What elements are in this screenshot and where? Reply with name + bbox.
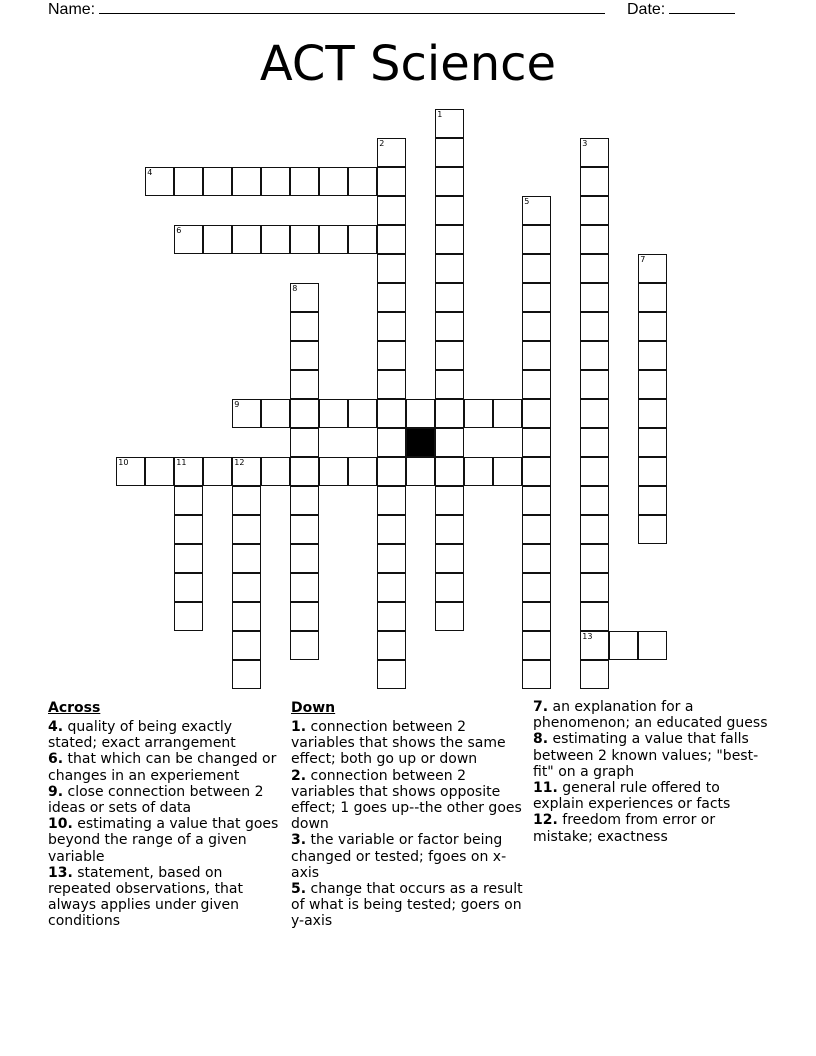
crossword-cell[interactable] [145,167,174,196]
clue-text: that which can be changed or changes in an experiement [48,751,277,784]
black-cell [406,428,435,457]
clue-text: connection between 2 variables that shows opposite effect; 1 goes up--the other goes down [291,767,522,833]
crossword-cell[interactable] [377,370,406,399]
clue-number: 2 [379,139,385,149]
across-clue [48,865,283,930]
name-label: Name: [48,1,96,18]
crossword-cell[interactable] [464,399,493,428]
crossword-cell[interactable] [232,225,261,254]
crossword-cell[interactable] [232,573,261,602]
crossword-cell[interactable] [522,341,551,370]
clue-number: 8. [533,731,549,748]
clue-text: connection between 2 variables that shows the same effect; both go up or down [291,719,506,768]
crossword-cell[interactable] [580,457,609,486]
crossword-cell[interactable] [319,167,348,196]
crossword-cell[interactable] [522,660,551,689]
down-clue [291,719,526,768]
crossword-cell[interactable] [580,341,609,370]
crossword-cell[interactable] [174,573,203,602]
crossword-cell[interactable] [377,602,406,631]
crossword-cell[interactable] [290,399,319,428]
crossword-cell[interactable] [638,370,667,399]
crossword-cell[interactable] [261,399,290,428]
crossword-cell[interactable] [580,486,609,515]
crossword-cell[interactable] [377,428,406,457]
crossword-cell[interactable] [174,486,203,515]
page-title: ACT Science [259,36,557,92]
crossword-cell[interactable] [377,341,406,370]
crossword-cell[interactable] [638,283,667,312]
name-field [48,0,605,19]
crossword-cell[interactable] [377,486,406,515]
crossword-cell[interactable] [580,167,609,196]
crossword-cell[interactable] [522,544,551,573]
crossword-cell[interactable] [638,312,667,341]
clue-number: 11 [176,458,187,468]
clue-number: 11. [533,780,558,797]
date-label: Date: [627,1,666,18]
across-heading: Across [48,700,101,716]
crossword-cell[interactable] [377,515,406,544]
crossword-cell[interactable] [435,515,464,544]
clue-text: quality of being exactly stated; exact arrangement [48,719,236,752]
crossword-cell[interactable] [319,225,348,254]
crossword-cell[interactable] [377,544,406,573]
crossword-cell[interactable] [377,167,406,196]
crossword-cell[interactable] [377,283,406,312]
crossword-cell[interactable] [290,631,319,660]
clue-number: 10. [48,816,73,833]
crossword-cell[interactable] [145,457,174,486]
crossword-cell[interactable] [290,312,319,341]
crossword-cell[interactable] [290,428,319,457]
crossword-cell[interactable] [377,312,406,341]
crossword-cell[interactable] [493,457,522,486]
crossword-cell[interactable] [261,457,290,486]
crossword-cell[interactable] [290,370,319,399]
crossword-cell[interactable] [580,660,609,689]
crossword-cell[interactable] [522,486,551,515]
clue-number: 2. [291,767,307,784]
date-field [627,0,735,19]
crossword-cell[interactable] [522,196,551,225]
crossword-cell[interactable] [580,370,609,399]
crossword-cell[interactable] [522,370,551,399]
crossword-cell[interactable] [580,196,609,225]
crossword-cell[interactable] [377,573,406,602]
across-clue [48,751,283,783]
crossword-cell[interactable] [522,573,551,602]
crossword-cell[interactable] [174,457,203,486]
crossword-cell[interactable] [580,544,609,573]
crossword-cell[interactable] [435,167,464,196]
crossword-cell[interactable] [638,486,667,515]
crossword-cell[interactable] [580,312,609,341]
crossword-cell[interactable] [580,138,609,167]
crossword-cell[interactable] [377,138,406,167]
crossword-cell[interactable] [290,573,319,602]
crossword-cell[interactable] [377,225,406,254]
clue-text: general rule offered to explain experiences or facts [533,780,731,813]
crossword-cell[interactable] [174,602,203,631]
crossword-cell[interactable] [580,225,609,254]
crossword-cell[interactable] [174,515,203,544]
down-clue [291,881,526,930]
crossword-cell[interactable] [116,457,145,486]
crossword-cell[interactable] [638,457,667,486]
crossword-cell[interactable] [406,457,435,486]
crossword-cell[interactable] [609,631,638,660]
crossword-cell[interactable] [522,399,551,428]
down-heading: Down [291,700,336,716]
clue-number: 9 [234,400,240,410]
clue-number: 1 [437,110,443,120]
crossword-cell[interactable] [348,399,377,428]
crossword-cell[interactable] [522,283,551,312]
crossword-cell[interactable] [522,225,551,254]
crossword-cell[interactable] [435,602,464,631]
clue-number: 5. [291,881,307,898]
crossword-cell[interactable] [377,631,406,660]
clue-number: 10 [118,458,129,468]
clue-text: an explanation for a phenomenon; an educated guess [533,699,768,732]
crossword-cell[interactable] [348,225,377,254]
clue-text: close connection between 2 ideas or sets of data [48,783,264,817]
crossword-cell[interactable] [348,167,377,196]
clue-number: 5 [524,197,530,207]
crossword-cell[interactable] [174,167,203,196]
crossword-cell[interactable] [435,544,464,573]
crossword-cell[interactable] [232,544,261,573]
clue-number: 3. [291,832,307,849]
clue-number: 6. [48,751,64,768]
across-clues [48,699,283,930]
down-clue [533,780,773,812]
crossword-cell[interactable] [203,167,232,196]
crossword-cell[interactable] [261,167,290,196]
crossword-cell[interactable] [290,225,319,254]
crossword-cell[interactable] [580,428,609,457]
crossword-cell[interactable] [348,457,377,486]
crossword-cell[interactable] [638,428,667,457]
crossword-cell[interactable] [261,225,290,254]
crossword-cell[interactable] [377,399,406,428]
crossword-cell[interactable] [174,544,203,573]
clue-number: 3 [582,139,588,149]
down-clues-column-1 [291,699,526,930]
crossword-cell[interactable] [290,544,319,573]
down-clue [533,812,773,844]
across-clue [48,719,283,751]
crossword-cell[interactable] [638,254,667,283]
crossword-cell[interactable] [522,254,551,283]
crossword-cell[interactable] [232,486,261,515]
crossword-cell[interactable] [464,457,493,486]
crossword-cell[interactable] [377,457,406,486]
crossword-cell[interactable] [290,341,319,370]
crossword-cell[interactable] [580,602,609,631]
crossword-cell[interactable] [522,602,551,631]
crossword-cell[interactable] [522,312,551,341]
crossword-cell[interactable] [435,573,464,602]
crossword-cell[interactable] [290,486,319,515]
clue-number: 13 [582,632,593,642]
crossword-cell[interactable] [232,660,261,689]
clue-number: 9. [48,783,64,800]
crossword-cell[interactable] [638,631,667,660]
clue-number: 7. [533,699,549,715]
clue-number: 4 [147,168,153,178]
crossword-cell[interactable] [435,428,464,457]
crossword-cell[interactable] [435,196,464,225]
crossword-cell[interactable] [377,254,406,283]
crossword-cell[interactable] [290,167,319,196]
clue-text: estimating a value that falls between 2 known values; "best-fit" on a graph [533,731,759,780]
crossword-cell[interactable] [435,370,464,399]
clue-number: 13. [48,864,73,881]
down-clue [291,768,526,833]
crossword-cell[interactable] [232,167,261,196]
name-blank-line[interactable] [99,0,605,14]
crossword-cell[interactable] [493,399,522,428]
crossword-cell[interactable] [319,457,348,486]
crossword-cell[interactable] [319,399,348,428]
crossword-cell[interactable] [377,660,406,689]
crossword-cell[interactable] [232,631,261,660]
down-clue [533,731,773,780]
clue-number: 7 [640,255,646,265]
across-clue [48,784,283,816]
crossword-cell[interactable] [232,399,261,428]
crossword-cell[interactable] [580,573,609,602]
across-clue [48,816,283,865]
crossword-cell[interactable] [435,283,464,312]
clue-text: the variable or factor being changed or tested; fgoes on x-axis [291,832,507,881]
down-clue [291,832,526,881]
crossword-cell[interactable] [203,457,232,486]
clue-number: 12. [533,812,558,829]
clue-number: 8 [292,284,298,294]
crossword-cell[interactable] [290,457,319,486]
clue-number: 12 [234,458,245,468]
crossword-cell[interactable] [435,312,464,341]
crossword-cell[interactable] [580,399,609,428]
crossword-cell[interactable] [522,457,551,486]
crossword-cell[interactable] [638,399,667,428]
crossword-cell[interactable] [290,515,319,544]
crossword-cell[interactable] [580,515,609,544]
crossword-cell[interactable] [638,515,667,544]
crossword-cell[interactable] [406,399,435,428]
crossword-cell[interactable] [435,109,464,138]
crossword-cell[interactable] [203,225,232,254]
down-clues-column-2 [533,699,773,845]
clue-text: estimating a value that goes beyond the range of a given variable [48,816,279,865]
date-blank-line[interactable] [669,0,735,14]
clue-text: freedom from error or mistake; exactness [533,812,716,845]
crossword-cell[interactable] [580,283,609,312]
crossword-cell[interactable] [232,515,261,544]
crossword-cell[interactable] [174,225,203,254]
clue-number: 1. [291,719,307,735]
clue-number: 6 [176,226,182,236]
crossword-cell[interactable] [232,602,261,631]
crossword-cell[interactable] [435,225,464,254]
crossword-cell[interactable] [290,283,319,312]
crossword-cell[interactable] [580,631,609,660]
crossword-cell[interactable] [435,341,464,370]
crossword-grid [117,110,707,700]
crossword-cell[interactable] [522,515,551,544]
clue-number: 4. [48,719,64,735]
crossword-cell[interactable] [638,341,667,370]
crossword-cell[interactable] [435,486,464,515]
crossword-cell[interactable] [232,457,261,486]
clue-text: change that occurs as a result of what is being tested; goers on y-axis [291,881,523,930]
clue-text: statement, based on repeated observations, that always applies under given conditions [48,864,244,930]
crossword-cell[interactable] [580,254,609,283]
crossword-cell[interactable] [522,631,551,660]
crossword-cell[interactable] [435,399,464,428]
crossword-cell[interactable] [377,196,406,225]
crossword-cell[interactable] [435,254,464,283]
down-clue [533,699,773,731]
crossword-cell[interactable] [290,602,319,631]
crossword-cell[interactable] [435,138,464,167]
crossword-cell[interactable] [435,457,464,486]
crossword-cell[interactable] [522,428,551,457]
